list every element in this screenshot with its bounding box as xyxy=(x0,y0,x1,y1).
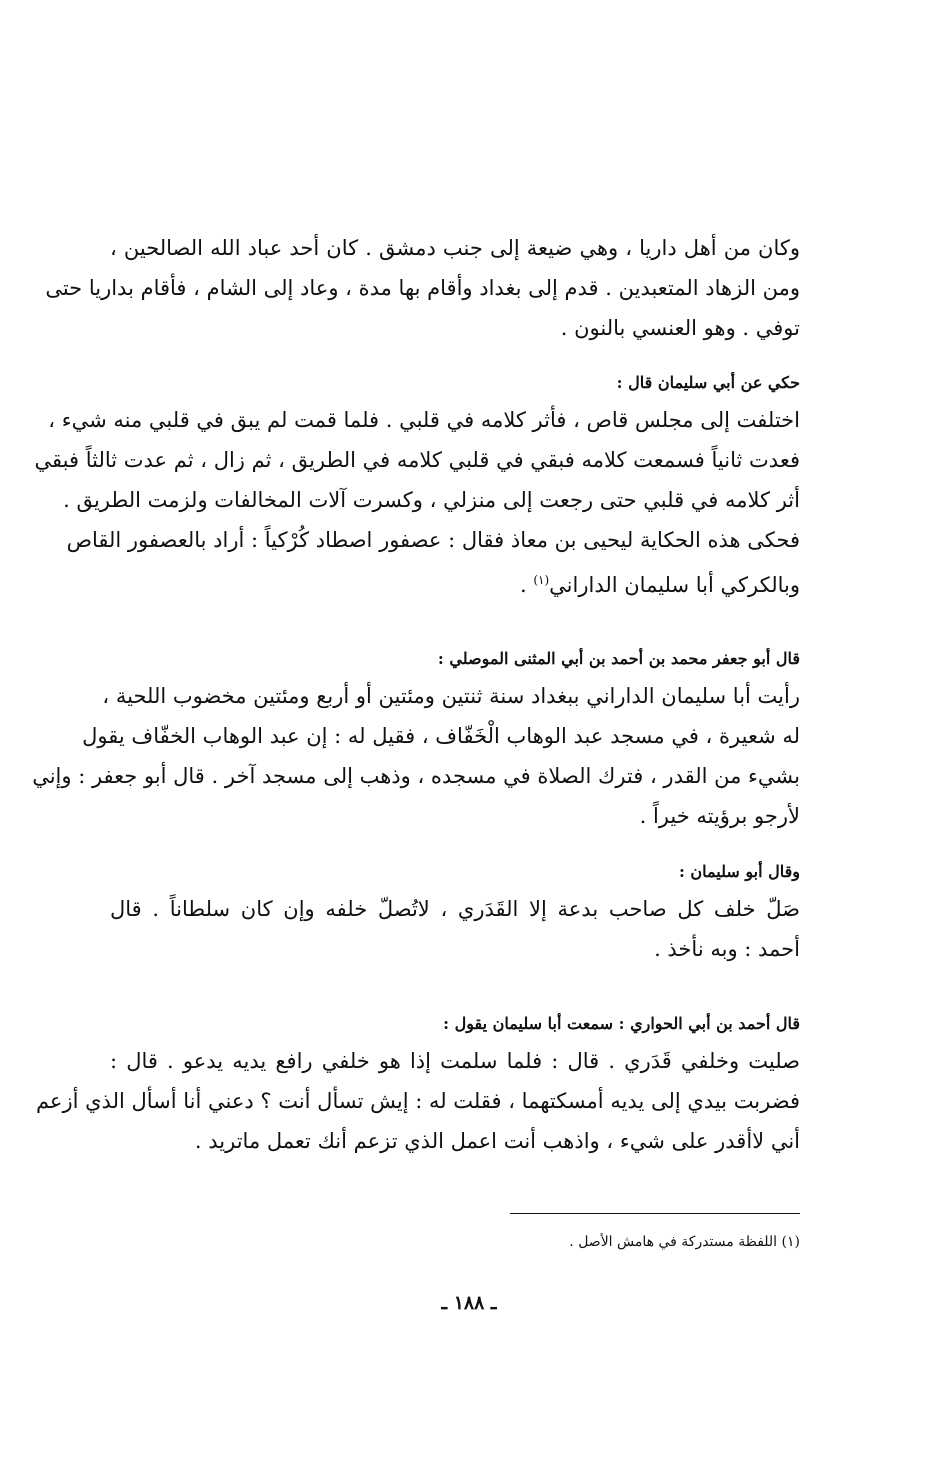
text-line: بشيء من القدر ، فترك الصلاة في مسجده ، وذهب إلى مسجد آخر . قال أبو جعفر : وإني xyxy=(32,764,800,788)
page-number: ـ ١٨٨ ـ xyxy=(441,1292,497,1314)
footnote: (١) اللفظة مستدركة في هامش الأصل . xyxy=(569,1234,800,1250)
text-line: له شعيرة ، في مسجد عبد الوهاب الْخَفّاف ، فقيل له : إن عبد الوهاب الخفّاف يقول xyxy=(82,724,800,748)
text-line: فحكى هذه الحكاية ليحيى بن معاذ فقال : عصفور اصطاد كُرْكياً : أراد بالعصفور القاص xyxy=(66,528,800,552)
text-line: ومن الزهاد المتعبدين . قدم إلى بغداد وأقام بها مدة ، وعاد إلى الشام ، فأقام بداريا حتى xyxy=(45,276,800,300)
section-3 xyxy=(110,855,800,969)
footnote-separator xyxy=(510,1213,800,1214)
paragraph-intro xyxy=(45,228,800,348)
text-line: رأيت أبا سليمان الداراني ببغداد سنة ثنتين ومئتين أو أربع ومئتين مخضوب اللحية ، xyxy=(102,684,800,708)
text-line: توفي . وهو العنسي بالنون . xyxy=(560,316,800,340)
text-line: أني لاأقدر على شيء ، واذهب أنت اعمل الذي تزعم أنك تعمل ماتريد . xyxy=(194,1129,800,1153)
text-line: أثر كلامه في قلبي حتى رجعت إلى منزلي ، وكسرت آلات المخالفات ولزمت الطريق . xyxy=(63,488,800,512)
text-line: وبالكركي أبا سليمان الداراني xyxy=(549,573,800,597)
text-line-with-footnote xyxy=(110,560,800,600)
text-line: صليت وخلفي قَدَري . قال : فلما سلمت إذا هو خلفي رافع يديه يدعو . قال : xyxy=(110,1049,800,1073)
text-line: فعدت ثانياً فسمعت كلامه فبقي في قلبي كلامه في الطريق ، ثم زال ، ثم عدت ثالثاً فبقي xyxy=(34,448,800,472)
text-line: وكان من أهل داريا ، وهي ضيعة إلى جنب دمشق . كان أحد عباد الله الصالحين ، xyxy=(110,236,800,260)
text-line: صَلّ خلف كل صاحب بدعة إلا القَدَري ، لاتُصلّ خلفه وإن كان سلطاناً . قال xyxy=(110,897,800,921)
section-heading: قال أحمد بن أبي الحواري : سمعت أبا سليمان يقول : xyxy=(443,1014,800,1033)
footnote-marker: (١) xyxy=(533,573,550,587)
section-heading: قال أبو جعفر محمد بن أحمد بن أبي المثنى الموصلي : xyxy=(437,649,800,668)
section-4 xyxy=(35,1007,800,1161)
section-heading: حكي عن أبي سليمان قال : xyxy=(616,373,800,392)
section-heading: وقال أبو سليمان : xyxy=(678,862,800,881)
text-line: لأرجو برؤيته خيراً . xyxy=(639,804,800,828)
section-2 xyxy=(32,642,800,836)
text-line: فضربت بيدي إلى يديه أمسكتهما ، فقلت له : إيش تسأل أنت ؟ دعني أنا أسأل الذي أزعم xyxy=(35,1089,800,1113)
text-line: أحمد : وبه نأخذ . xyxy=(654,937,800,961)
line-end: . xyxy=(519,573,534,597)
section-1 xyxy=(34,366,800,600)
text-line: اختلفت إلى مجلس قاص ، فأثر كلامه في قلبي . فلما قمت لم يبق في قلبي منه شيء ، xyxy=(48,408,800,432)
